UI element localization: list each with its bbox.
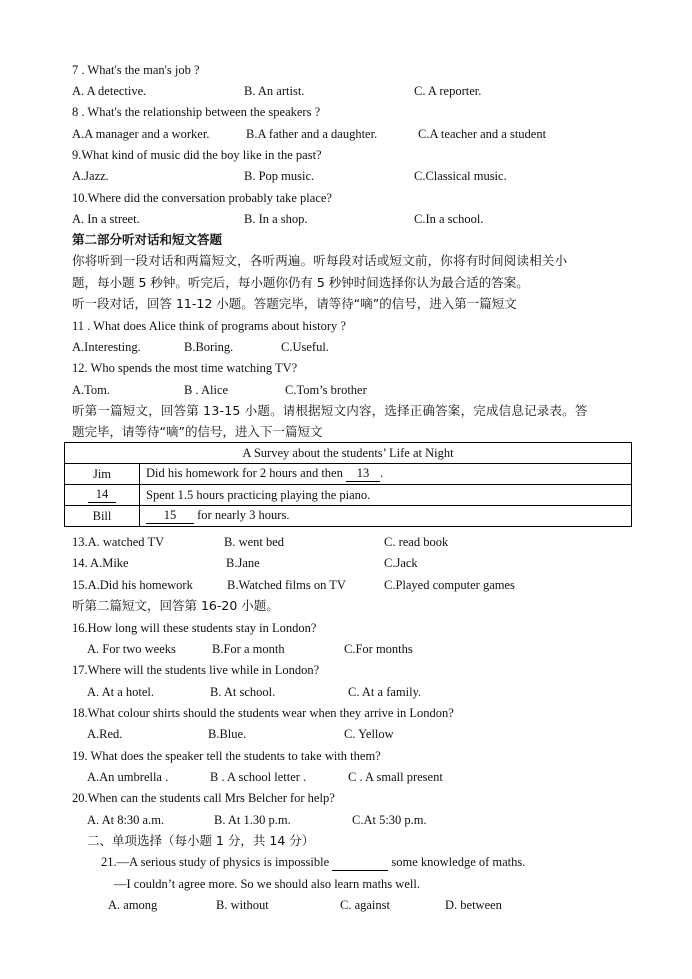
survey-row-name: Bill — [65, 506, 140, 527]
q15-option-b: B.Watched films on TV — [227, 578, 346, 592]
q13-option-b: B. went bed — [224, 535, 285, 549]
q21-option-c: C. against — [340, 898, 390, 912]
q11-option-b: B.Boring. — [184, 340, 234, 354]
q7-option-a: A. A detective. — [72, 84, 147, 98]
q21-option-a: A. among — [108, 898, 158, 912]
q10-option-b: B. In a shop. — [244, 212, 308, 226]
q18-option-a: A.Red. — [87, 727, 123, 741]
q21-stem — [101, 854, 525, 871]
q8-option-a: A.A manager and a worker. — [72, 127, 210, 141]
q8-stem: 8 . What's the relationship between the speakers ? — [72, 105, 321, 119]
survey-row-activity — [140, 464, 632, 485]
q7-option-b: B. An artist. — [244, 84, 305, 98]
q11-option-a: A.Interesting. — [72, 340, 141, 354]
q10-option-c: C.In a school. — [414, 212, 484, 226]
passage1-instruction-line2: 题完毕，请等待“嘀”的信号，进入下一篇短文 — [72, 424, 323, 439]
q21-stem-pre: 21.—A serious study of physics is impossible — [101, 855, 333, 869]
survey-row-bill — [65, 506, 632, 527]
q11-stem: 11 . What does Alice think of programs about history ? — [72, 319, 346, 333]
passage2-instruction: 听第二篇短文，回答第 16-20 小题。 — [72, 598, 279, 613]
q7-option-c: C. A reporter. — [414, 84, 482, 98]
survey-row-name: Jim — [65, 464, 140, 485]
survey-table — [64, 442, 632, 527]
q18-option-c: C. Yellow — [344, 727, 394, 741]
q17-option-b: B. At school. — [210, 685, 276, 699]
survey-row-activity — [140, 506, 632, 527]
survey-row-name — [65, 485, 140, 506]
q18-option-b: B.Blue. — [208, 727, 247, 741]
q16-stem: 16.How long will these students stay in London? — [72, 621, 317, 635]
survey-row-14 — [65, 485, 632, 506]
q21-blank — [332, 854, 388, 871]
q12-option-b: B . Alice — [184, 383, 229, 397]
q8-option-b: B.A father and a daughter. — [246, 127, 378, 141]
q20-option-a: A. At 8:30 a.m. — [87, 813, 165, 827]
q13-option-c: C. read book — [384, 535, 449, 549]
q10-stem: 10.Where did the conversation probably take place? — [72, 191, 332, 205]
survey-row-text-post: for nearly 3 hours. — [194, 508, 290, 522]
q20-option-c: C.At 5:30 p.m. — [352, 813, 427, 827]
blank-15: 15 — [146, 508, 194, 524]
survey-row-text-post: . — [379, 466, 384, 480]
q10-option-a: A. In a street. — [72, 212, 140, 226]
q9-option-c: C.Classical music. — [414, 169, 507, 183]
blank-13: 13 — [346, 466, 380, 482]
dialog-instruction: 听一段对话，回答 11-12 小题。答题完毕，请等待“嘀”的信号，进入第一篇短文 — [72, 296, 517, 311]
q19-option-a: A.An umbrella . — [87, 770, 169, 784]
q14-option-b: B.Jane — [226, 556, 260, 570]
q17-option-a: A. At a hotel. — [87, 685, 155, 699]
survey-row-jim — [65, 464, 632, 485]
q21-reply: —I couldn’t agree more. So we should also learn maths well. — [114, 877, 420, 891]
q8-option-c: C.A teacher and a student — [418, 127, 547, 141]
q12-option-a: A.Tom. — [72, 383, 111, 397]
q12-option-c: C.Tom’s brother — [285, 383, 367, 397]
q16-option-b: B.For a month — [212, 642, 285, 656]
q9-option-b: B. Pop music. — [244, 169, 315, 183]
q18-stem: 18.What colour shirts should the students wear when they arrive in London? — [72, 706, 454, 720]
section2-heading: 二、单项选择（每小题 1 分，共 14 分） — [87, 833, 315, 848]
survey-row-activity: Spent 1.5 hours practicing playing the piano. — [140, 485, 632, 506]
q21-option-d: D. between — [445, 898, 502, 912]
q21-option-b: B. without — [216, 898, 269, 912]
q9-stem: 9.What kind of music did the boy like in the past? — [72, 148, 322, 162]
q21-stem-post: some knowledge of maths. — [388, 855, 526, 869]
part2-intro-line2: 题，每小题 5 秒钟。听完后，每小题你仍有 5 秒钟时间选择你认为最合适的答案。 — [72, 275, 529, 290]
q20-option-b: B. At 1.30 p.m. — [214, 813, 291, 827]
part2-heading: 第二部分听对话和短文答题 — [72, 232, 223, 247]
q16-option-a: A. For two weeks — [87, 642, 176, 656]
blank-14: 14 — [88, 487, 116, 503]
part2-intro-line1: 你将听到一段对话和两篇短文，各听两遍。听每段对话或短文前，你将有时间阅读相关小 — [72, 253, 568, 268]
q13-option-a: 13.A. watched TV — [72, 535, 165, 549]
survey-title: A Survey about the students’ Life at Night — [65, 443, 632, 464]
q16-option-c: C.For months — [344, 642, 413, 656]
q9-option-a: A.Jazz. — [72, 169, 109, 183]
passage1-instruction-line1: 听第一篇短文，回答第 13-15 小题。请根据短文内容，选择正确答案，完成信息记录表。答 — [72, 403, 588, 418]
q15-option-a: 15.A.Did his homework — [72, 578, 193, 592]
q20-stem: 20.When can the students call Mrs Belcher for help? — [72, 791, 335, 805]
q7-stem: 7 . What's the man's job ? — [72, 63, 200, 77]
survey-row-text: Did his homework for 2 hours and then — [146, 466, 346, 480]
q11-option-c: C.Useful. — [281, 340, 329, 354]
q14-option-a: 14. A.Mike — [72, 556, 129, 570]
q19-option-c: C . A small present — [348, 770, 443, 784]
q12-stem: 12. Who spends the most time watching TV? — [72, 361, 298, 375]
q14-option-c: C.Jack — [384, 556, 418, 570]
q17-stem: 17.Where will the students live while in London? — [72, 663, 320, 677]
q17-option-c: C. At a family. — [348, 685, 422, 699]
q19-stem: 19. What does the speaker tell the students to take with them? — [72, 749, 381, 763]
q15-option-c: C.Played computer games — [384, 578, 515, 592]
q19-option-b: B . A school letter . — [210, 770, 307, 784]
